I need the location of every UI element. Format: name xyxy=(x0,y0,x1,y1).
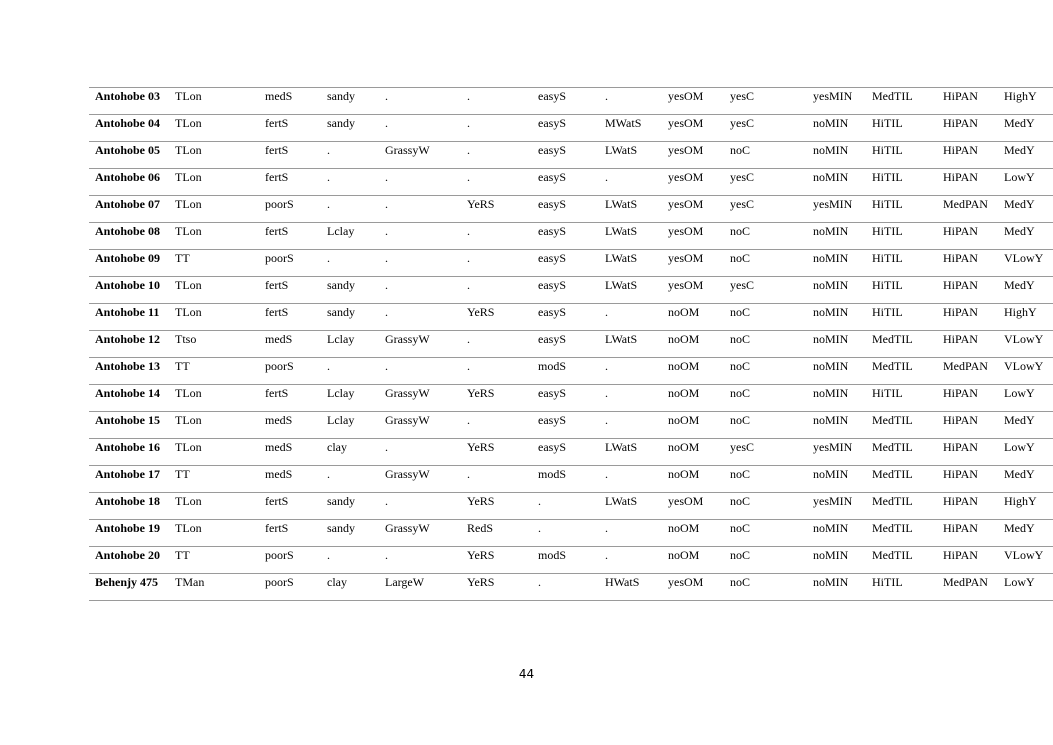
table-cell: easyS xyxy=(532,169,599,196)
table-cell: . xyxy=(379,547,461,574)
table-cell: HiPAN xyxy=(937,385,998,412)
table-cell: VLowY xyxy=(998,250,1053,277)
table-row xyxy=(89,196,1053,223)
table-cell: noOM xyxy=(662,547,724,574)
table-cell: HiPAN xyxy=(937,412,998,439)
table-cell: MedTIL xyxy=(866,331,937,358)
site-cell: Antohobe 06 xyxy=(89,169,169,196)
table-body xyxy=(89,88,1053,601)
table-cell: noOM xyxy=(662,331,724,358)
table-cell: poorS xyxy=(259,574,321,601)
site-cell: Antohobe 05 xyxy=(89,142,169,169)
table-cell: . xyxy=(599,358,662,385)
table-cell: yesOM xyxy=(662,169,724,196)
site-cell: Antohobe 03 xyxy=(89,88,169,115)
site-cell: Antohobe 17 xyxy=(89,466,169,493)
table-cell: yesC xyxy=(724,196,807,223)
table-cell: . xyxy=(461,250,532,277)
table-cell: noC xyxy=(724,547,807,574)
table-cell: HiPAN xyxy=(937,142,998,169)
table-cell: MedY xyxy=(998,142,1053,169)
table-cell: noMIN xyxy=(807,142,866,169)
table-cell: . xyxy=(461,412,532,439)
table-row xyxy=(89,304,1053,331)
table-cell: . xyxy=(461,169,532,196)
table-cell: HiTIL xyxy=(866,250,937,277)
table-cell: . xyxy=(379,115,461,142)
table-cell: easyS xyxy=(532,331,599,358)
table-cell: noMIN xyxy=(807,520,866,547)
table-cell: HiPAN xyxy=(937,88,998,115)
site-cell: Behenjy 475 xyxy=(89,574,169,601)
site-cell: Antohobe 09 xyxy=(89,250,169,277)
table-row xyxy=(89,358,1053,385)
table-cell: MedTIL xyxy=(866,88,937,115)
table-row xyxy=(89,466,1053,493)
table-cell: noC xyxy=(724,574,807,601)
table-cell: MedY xyxy=(998,277,1053,304)
table-cell: MedPAN xyxy=(937,358,998,385)
table-cell: LWatS xyxy=(599,196,662,223)
table-row xyxy=(89,574,1053,601)
table-cell: noOM xyxy=(662,412,724,439)
table-cell: MedTIL xyxy=(866,439,937,466)
table-cell: LargeW xyxy=(379,574,461,601)
table-row xyxy=(89,493,1053,520)
table-cell: noMIN xyxy=(807,331,866,358)
table-cell: GrassyW xyxy=(379,331,461,358)
table-cell: easyS xyxy=(532,412,599,439)
table-cell: YeRS xyxy=(461,493,532,520)
table-cell: LWatS xyxy=(599,250,662,277)
table-cell: . xyxy=(599,547,662,574)
table-cell: noOM xyxy=(662,520,724,547)
table-cell: yesOM xyxy=(662,574,724,601)
table-cell: Lclay xyxy=(321,385,379,412)
table-cell: easyS xyxy=(532,196,599,223)
table-cell: noC xyxy=(724,250,807,277)
table-cell: HWatS xyxy=(599,574,662,601)
table-cell: noOM xyxy=(662,439,724,466)
table-cell: LowY xyxy=(998,169,1053,196)
table-cell: YeRS xyxy=(461,574,532,601)
table-row xyxy=(89,520,1053,547)
table-cell: HiPAN xyxy=(937,466,998,493)
table-cell: medS xyxy=(259,466,321,493)
table-cell: YeRS xyxy=(461,304,532,331)
table-cell: LWatS xyxy=(599,277,662,304)
table-cell: easyS xyxy=(532,277,599,304)
table-cell: easyS xyxy=(532,115,599,142)
table-cell: . xyxy=(461,115,532,142)
table-cell: HiPAN xyxy=(937,223,998,250)
table-cell: . xyxy=(461,223,532,250)
table-cell: noC xyxy=(724,223,807,250)
table-cell: . xyxy=(321,142,379,169)
table-cell: noMIN xyxy=(807,169,866,196)
site-cell: Antohobe 14 xyxy=(89,385,169,412)
table-cell: MedY xyxy=(998,412,1053,439)
site-cell: Antohobe 11 xyxy=(89,304,169,331)
table-cell: sandy xyxy=(321,115,379,142)
table-cell: . xyxy=(321,358,379,385)
table-cell: HiTIL xyxy=(866,169,937,196)
table-row xyxy=(89,88,1053,115)
table-cell: noMIN xyxy=(807,466,866,493)
table-cell: yesOM xyxy=(662,277,724,304)
table-cell: MedY xyxy=(998,466,1053,493)
table-cell: HiPAN xyxy=(937,115,998,142)
table-cell: . xyxy=(599,169,662,196)
table-cell: HiTIL xyxy=(866,223,937,250)
table-cell: . xyxy=(461,277,532,304)
table-cell: . xyxy=(461,88,532,115)
table-cell: MedTIL xyxy=(866,412,937,439)
table-row xyxy=(89,223,1053,250)
table-cell: noMIN xyxy=(807,547,866,574)
table-cell: HiPAN xyxy=(937,250,998,277)
table-cell: MedTIL xyxy=(866,493,937,520)
table-cell: yesC xyxy=(724,439,807,466)
table-cell: YeRS xyxy=(461,547,532,574)
table-cell: Lclay xyxy=(321,331,379,358)
table-cell: . xyxy=(599,304,662,331)
table-cell: MWatS xyxy=(599,115,662,142)
table-cell: . xyxy=(379,196,461,223)
table-cell: TLon xyxy=(169,493,259,520)
table-cell: . xyxy=(461,142,532,169)
table-cell: VLowY xyxy=(998,358,1053,385)
table-cell: fertS xyxy=(259,223,321,250)
table-cell: TT xyxy=(169,547,259,574)
table-cell: TLon xyxy=(169,385,259,412)
table-cell: TT xyxy=(169,358,259,385)
table-cell: YeRS xyxy=(461,439,532,466)
table-cell: HiPAN xyxy=(937,520,998,547)
table-row xyxy=(89,115,1053,142)
table-cell: noOM xyxy=(662,385,724,412)
table-cell: HiPAN xyxy=(937,493,998,520)
table-cell: LWatS xyxy=(599,493,662,520)
table-cell: noC xyxy=(724,493,807,520)
table-cell: VLowY xyxy=(998,547,1053,574)
table-cell: MedPAN xyxy=(937,574,998,601)
site-cell: Antohobe 20 xyxy=(89,547,169,574)
table-cell: TLon xyxy=(169,223,259,250)
table-cell: fertS xyxy=(259,277,321,304)
table-cell: noMIN xyxy=(807,412,866,439)
table-row xyxy=(89,169,1053,196)
table-row xyxy=(89,277,1053,304)
table-cell: poorS xyxy=(259,196,321,223)
site-cell: Antohobe 12 xyxy=(89,331,169,358)
table-cell: modS xyxy=(532,466,599,493)
table-cell: noMIN xyxy=(807,358,866,385)
table-cell: noC xyxy=(724,304,807,331)
table-cell: MedY xyxy=(998,223,1053,250)
table-cell: . xyxy=(379,169,461,196)
data-table xyxy=(89,87,1053,601)
table-cell: . xyxy=(321,547,379,574)
table-row xyxy=(89,142,1053,169)
table-cell: TT xyxy=(169,466,259,493)
table-cell: HiPAN xyxy=(937,331,998,358)
table-cell: HighY xyxy=(998,304,1053,331)
table-cell: noMIN xyxy=(807,385,866,412)
table-cell: HiTIL xyxy=(866,196,937,223)
table-cell: MedTIL xyxy=(866,466,937,493)
table-cell: . xyxy=(379,493,461,520)
site-cell: Antohobe 18 xyxy=(89,493,169,520)
table-cell: fertS xyxy=(259,520,321,547)
table-cell: noC xyxy=(724,142,807,169)
table-cell: . xyxy=(461,331,532,358)
table-cell: easyS xyxy=(532,439,599,466)
table-cell: . xyxy=(461,466,532,493)
table-cell: TT xyxy=(169,250,259,277)
table-cell: noOM xyxy=(662,466,724,493)
table-cell: Lclay xyxy=(321,412,379,439)
table-cell: TLon xyxy=(169,304,259,331)
table-cell: yesOM xyxy=(662,493,724,520)
table-cell: yesC xyxy=(724,115,807,142)
table-cell: HiTIL xyxy=(866,385,937,412)
table-cell: . xyxy=(379,250,461,277)
table-cell: clay xyxy=(321,574,379,601)
table-cell: . xyxy=(379,358,461,385)
table-cell: yesMIN xyxy=(807,439,866,466)
table-cell: HiTIL xyxy=(866,574,937,601)
table-cell: LWatS xyxy=(599,439,662,466)
table-cell: yesMIN xyxy=(807,493,866,520)
table-cell: GrassyW xyxy=(379,466,461,493)
table-cell: noC xyxy=(724,358,807,385)
table-cell: noMIN xyxy=(807,304,866,331)
table-cell: yesOM xyxy=(662,223,724,250)
table-cell: clay xyxy=(321,439,379,466)
table-cell: easyS xyxy=(532,88,599,115)
table-cell: sandy xyxy=(321,88,379,115)
table-cell: . xyxy=(599,520,662,547)
table-cell: LWatS xyxy=(599,331,662,358)
table-cell: . xyxy=(379,304,461,331)
table-cell: medS xyxy=(259,412,321,439)
table-cell: sandy xyxy=(321,304,379,331)
table-row xyxy=(89,412,1053,439)
table-cell: HiPAN xyxy=(937,277,998,304)
table-cell: yesC xyxy=(724,88,807,115)
table-cell: MedTIL xyxy=(866,358,937,385)
table-cell: TLon xyxy=(169,88,259,115)
table-cell: yesC xyxy=(724,277,807,304)
table-cell: easyS xyxy=(532,223,599,250)
site-cell: Antohobe 16 xyxy=(89,439,169,466)
table-cell: TMan xyxy=(169,574,259,601)
table-cell: MedPAN xyxy=(937,196,998,223)
table-cell: . xyxy=(599,466,662,493)
table-cell: LWatS xyxy=(599,223,662,250)
table-cell: noOM xyxy=(662,358,724,385)
table-cell: yesOM xyxy=(662,142,724,169)
table-row xyxy=(89,250,1053,277)
table-cell: YeRS xyxy=(461,385,532,412)
table-cell: Ttso xyxy=(169,331,259,358)
table-cell: TLon xyxy=(169,277,259,304)
table-cell: Lclay xyxy=(321,223,379,250)
table-cell: yesC xyxy=(724,169,807,196)
table-cell: LowY xyxy=(998,574,1053,601)
table-cell: sandy xyxy=(321,520,379,547)
table-row xyxy=(89,547,1053,574)
site-cell: Antohobe 13 xyxy=(89,358,169,385)
table-cell: TLon xyxy=(169,142,259,169)
table-cell: medS xyxy=(259,439,321,466)
table-cell: . xyxy=(379,88,461,115)
table-cell: yesOM xyxy=(662,88,724,115)
table-cell: HighY xyxy=(998,88,1053,115)
table-cell: HiTIL xyxy=(866,277,937,304)
table-cell: LowY xyxy=(998,385,1053,412)
table-cell: . xyxy=(321,169,379,196)
table-cell: . xyxy=(532,574,599,601)
table-cell: modS xyxy=(532,358,599,385)
table-cell: yesMIN xyxy=(807,196,866,223)
table-row xyxy=(89,385,1053,412)
table-cell: . xyxy=(461,358,532,385)
table-cell: fertS xyxy=(259,304,321,331)
table-cell: . xyxy=(599,88,662,115)
table-cell: MedY xyxy=(998,196,1053,223)
table-cell: noC xyxy=(724,412,807,439)
table-cell: . xyxy=(532,493,599,520)
site-cell: Antohobe 07 xyxy=(89,196,169,223)
table-cell: MedTIL xyxy=(866,520,937,547)
table-cell: . xyxy=(321,250,379,277)
table-cell: TLon xyxy=(169,115,259,142)
table-cell: yesMIN xyxy=(807,88,866,115)
table-cell: . xyxy=(599,412,662,439)
table-cell: yesOM xyxy=(662,250,724,277)
table-cell: yesOM xyxy=(662,115,724,142)
table-cell: medS xyxy=(259,331,321,358)
table-cell: HiTIL xyxy=(866,115,937,142)
table-cell: poorS xyxy=(259,547,321,574)
table-cell: noMIN xyxy=(807,250,866,277)
table-cell: . xyxy=(379,277,461,304)
table-cell: easyS xyxy=(532,304,599,331)
table-cell: . xyxy=(532,520,599,547)
table-cell: MedTIL xyxy=(866,547,937,574)
page-number: 44 xyxy=(518,667,535,681)
site-cell: Antohobe 15 xyxy=(89,412,169,439)
table-cell: modS xyxy=(532,547,599,574)
site-cell: Antohobe 08 xyxy=(89,223,169,250)
site-cell: Antohobe 10 xyxy=(89,277,169,304)
table-cell: HiPAN xyxy=(937,304,998,331)
table-cell: noMIN xyxy=(807,574,866,601)
table-cell: noMIN xyxy=(807,277,866,304)
table-cell: noMIN xyxy=(807,115,866,142)
table-cell: noOM xyxy=(662,304,724,331)
table-cell: HighY xyxy=(998,493,1053,520)
table-cell: easyS xyxy=(532,385,599,412)
table-cell: . xyxy=(321,466,379,493)
table-cell: poorS xyxy=(259,358,321,385)
table-cell: fertS xyxy=(259,385,321,412)
table-cell: sandy xyxy=(321,493,379,520)
table-cell: LWatS xyxy=(599,142,662,169)
table-cell: VLowY xyxy=(998,331,1053,358)
table-cell: GrassyW xyxy=(379,142,461,169)
table-cell: sandy xyxy=(321,277,379,304)
table-cell: fertS xyxy=(259,142,321,169)
table-cell: fertS xyxy=(259,169,321,196)
table-cell: yesOM xyxy=(662,196,724,223)
table-cell: RedS xyxy=(461,520,532,547)
table-cell: HiPAN xyxy=(937,169,998,196)
table-cell: MedY xyxy=(998,115,1053,142)
table-cell: TLon xyxy=(169,196,259,223)
table-cell: medS xyxy=(259,88,321,115)
table-cell: . xyxy=(599,385,662,412)
table-cell: noC xyxy=(724,466,807,493)
table-cell: GrassyW xyxy=(379,385,461,412)
table-cell: MedY xyxy=(998,520,1053,547)
table-cell: easyS xyxy=(532,250,599,277)
site-cell: Antohobe 04 xyxy=(89,115,169,142)
table-cell: HiPAN xyxy=(937,439,998,466)
table-cell: noC xyxy=(724,331,807,358)
table-row xyxy=(89,439,1053,466)
table-cell: poorS xyxy=(259,250,321,277)
table-cell: fertS xyxy=(259,493,321,520)
table-cell: HiTIL xyxy=(866,304,937,331)
table-cell: fertS xyxy=(259,115,321,142)
table-cell: noMIN xyxy=(807,223,866,250)
table-cell: . xyxy=(379,439,461,466)
table-cell: . xyxy=(321,196,379,223)
table-cell: easyS xyxy=(532,142,599,169)
table-cell: noC xyxy=(724,385,807,412)
site-cell: Antohobe 19 xyxy=(89,520,169,547)
table-cell: TLon xyxy=(169,412,259,439)
table-cell: TLon xyxy=(169,520,259,547)
table-cell: HiPAN xyxy=(937,547,998,574)
table-cell: TLon xyxy=(169,439,259,466)
table-cell: HiTIL xyxy=(866,142,937,169)
table-row xyxy=(89,331,1053,358)
table-cell: GrassyW xyxy=(379,412,461,439)
table-cell: GrassyW xyxy=(379,520,461,547)
table-cell: . xyxy=(379,223,461,250)
table-cell: TLon xyxy=(169,169,259,196)
table-cell: YeRS xyxy=(461,196,532,223)
table-cell: LowY xyxy=(998,439,1053,466)
table-cell: noC xyxy=(724,520,807,547)
